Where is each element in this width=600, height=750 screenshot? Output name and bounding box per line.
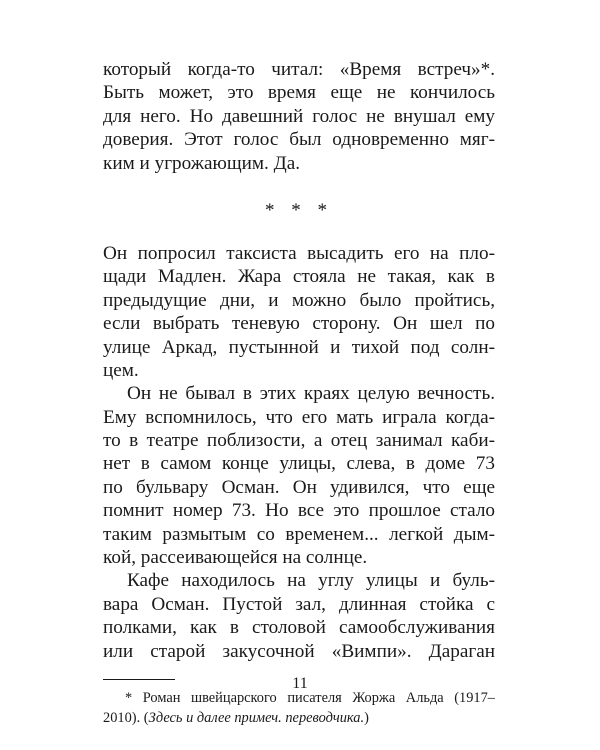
footnote-text: 2010). ( bbox=[103, 709, 149, 726]
text-line: Быть может, это время еще не кончилось bbox=[103, 82, 495, 104]
text-line: таким размытым со временем... легкой дым- bbox=[103, 523, 495, 545]
text-line: для него. Но давешний голос не внушал ему bbox=[103, 105, 495, 127]
text-line: цем. bbox=[103, 359, 139, 381]
book-page bbox=[103, 58, 495, 728]
paragraph-3 bbox=[103, 382, 495, 569]
text-line: улице Аркад, пустынной и тихой под солн- bbox=[103, 336, 495, 358]
text-line: или старой закусочной «Вимпи». Дараган bbox=[103, 640, 495, 662]
text-line: Кафе находилось на углу улицы и буль- bbox=[127, 570, 495, 592]
text-line: помнит номер 73. Но все это прошлое стало bbox=[103, 500, 495, 522]
text-line: Он попросил таксиста высадить его на пло- bbox=[103, 242, 495, 264]
text-line: предыдущие дни, и можно было пройтись, bbox=[103, 289, 495, 311]
page-number: 11 bbox=[292, 675, 308, 692]
paragraph-4 bbox=[103, 569, 495, 663]
text-line: по бульвару Осман. Он удивился, что еще bbox=[103, 476, 495, 498]
text-line: кой, рассеивающейся на солнце. bbox=[103, 547, 368, 569]
paragraph-2 bbox=[103, 242, 495, 382]
text-line: ким и угрожающим. Да. bbox=[103, 152, 301, 174]
text-line: полками, как в столовой самообслуживания bbox=[103, 617, 495, 639]
text-line: щади Мадлен. Жара стояла не такая, как в bbox=[103, 266, 495, 288]
text-line: Ему вспомнилось, что его мать играла когда- bbox=[103, 406, 495, 428]
text-line: если выбрать теневую сторону. Он шел по bbox=[103, 313, 495, 335]
text-line: то в театре поблизости, а отец занимал каби- bbox=[103, 430, 495, 452]
footnote-italic-note: Здесь и далее примеч. переводчика. bbox=[148, 709, 365, 726]
paragraph-1 bbox=[103, 58, 495, 175]
text-line: нет в самом конце улицы, слева, в доме 73 bbox=[103, 453, 495, 475]
text-line: Он не бывал в этих краях целую вечность. bbox=[127, 383, 495, 405]
text-line: доверия. Этот голос был одновременно мяг- bbox=[103, 129, 495, 151]
footnote-line bbox=[103, 708, 495, 728]
footnote-text: ) bbox=[364, 709, 369, 726]
footnote-line: * Роман швейцарского писателя Жоржа Альда (1917– bbox=[125, 689, 495, 706]
text-line: вара Осман. Пустой зал, длинная стойка с bbox=[103, 593, 495, 615]
text-line: который когда-то читал: «Время встреч»*. bbox=[103, 59, 495, 80]
section-separator: * * * bbox=[265, 199, 333, 221]
